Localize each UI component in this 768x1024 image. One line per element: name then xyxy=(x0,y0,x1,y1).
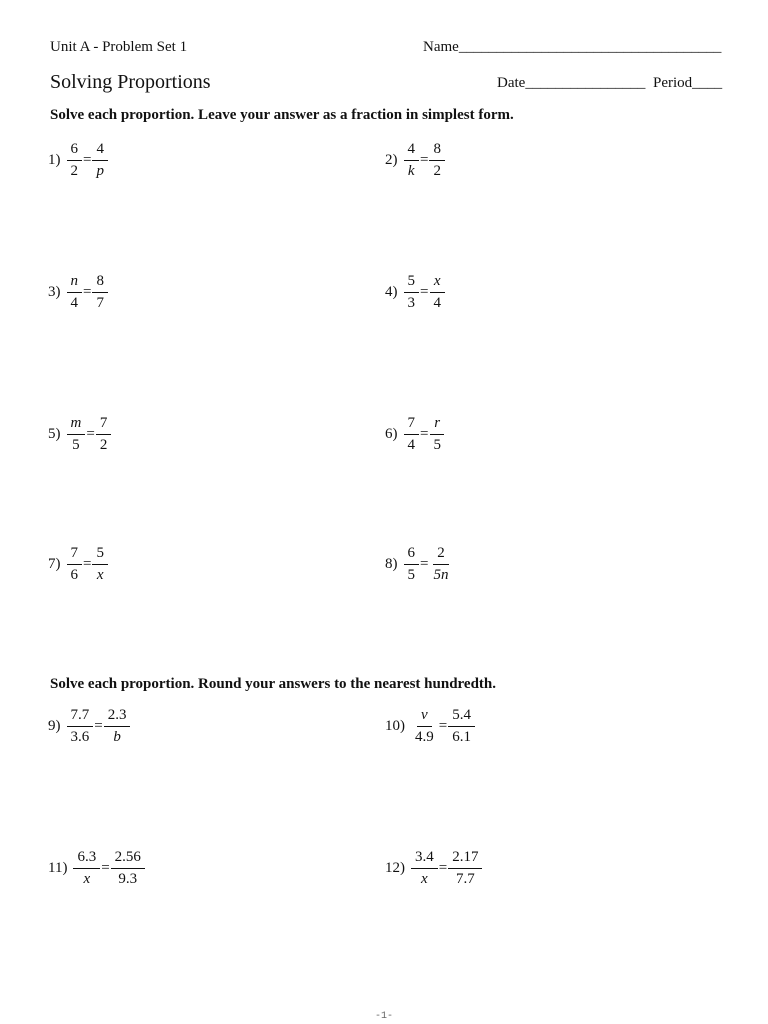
equals-sign: = xyxy=(420,284,429,300)
right-denominator: b xyxy=(113,729,121,745)
equals-sign: = xyxy=(83,152,92,168)
left-denominator: 5 xyxy=(72,437,80,453)
right-denominator: 7.7 xyxy=(455,871,475,887)
equals-sign: = xyxy=(438,718,448,734)
right-fraction xyxy=(429,546,452,583)
right-numerator: 2 xyxy=(433,546,449,565)
right-numerator: 5.4 xyxy=(448,708,475,727)
page-number: -1- xyxy=(374,1011,393,1022)
equals-sign: = xyxy=(101,860,110,876)
problem-number: 3) xyxy=(48,284,61,300)
problem-4 xyxy=(385,274,445,311)
equals-sign: = xyxy=(420,556,429,572)
problem-number: 10) xyxy=(385,718,405,734)
left-denominator: x xyxy=(83,871,91,887)
equals-sign: = xyxy=(438,860,448,876)
section1-instruction: Solve each proportion. Leave your answer as a fraction in simplest form. xyxy=(50,107,514,123)
equals-sign: = xyxy=(420,426,429,442)
problem-number: 9) xyxy=(48,718,61,734)
left-numerator: m xyxy=(67,416,86,435)
right-numerator: r xyxy=(430,416,444,435)
problem-number: 11) xyxy=(48,860,68,876)
left-numerator: 7 xyxy=(404,416,420,435)
left-denominator: 4 xyxy=(407,437,415,453)
left-fraction xyxy=(404,142,420,179)
problem-number: 5) xyxy=(48,426,61,442)
problem-9 xyxy=(48,708,130,745)
problem-12 xyxy=(385,850,482,887)
left-denominator: 4 xyxy=(70,295,78,311)
left-fraction xyxy=(73,850,100,887)
problem-number: 7) xyxy=(48,556,61,572)
right-fraction xyxy=(92,274,108,311)
left-numerator: 7.7 xyxy=(67,708,94,727)
right-numerator: 8 xyxy=(429,142,445,161)
left-denominator: 4.9 xyxy=(415,729,434,745)
equals-sign: = xyxy=(83,284,92,300)
right-numerator: 2.17 xyxy=(448,850,482,869)
right-denominator: p xyxy=(96,163,104,179)
right-denominator: 9.3 xyxy=(118,871,138,887)
right-fraction xyxy=(448,708,475,745)
right-numerator: 8 xyxy=(92,274,108,293)
left-denominator: 3.6 xyxy=(70,729,90,745)
left-denominator: 3 xyxy=(407,295,415,311)
right-denominator: x xyxy=(96,567,104,583)
section2-instruction: Solve each proportion. Round your answers to the nearest hundredth. xyxy=(50,676,497,692)
left-numerator: 6.3 xyxy=(73,850,100,869)
left-denominator: 5 xyxy=(407,567,415,583)
right-numerator: 2.56 xyxy=(111,850,145,869)
right-denominator: 5n xyxy=(433,567,449,583)
equals-sign: = xyxy=(420,152,429,168)
problem-10 xyxy=(385,708,475,745)
right-fraction xyxy=(96,416,112,453)
problem-number: 12) xyxy=(385,860,405,876)
right-fraction xyxy=(104,708,131,745)
left-denominator: 6 xyxy=(70,567,78,583)
right-denominator: 5 xyxy=(433,437,441,453)
right-fraction xyxy=(429,142,445,179)
problem-5 xyxy=(48,416,111,453)
equals-sign: = xyxy=(83,556,92,572)
right-denominator: 4 xyxy=(433,295,441,311)
problem-6 xyxy=(385,416,445,453)
equals-sign: = xyxy=(86,426,95,442)
problem-number: 2) xyxy=(385,152,398,168)
right-numerator: 5 xyxy=(92,546,108,565)
left-fraction xyxy=(404,274,420,311)
left-fraction xyxy=(67,416,86,453)
problem-number: 4) xyxy=(385,284,398,300)
right-fraction xyxy=(92,142,108,179)
left-numerator: 7 xyxy=(67,546,83,565)
left-numerator: v xyxy=(417,708,432,727)
right-denominator: 7 xyxy=(96,295,104,311)
left-fraction xyxy=(67,274,83,311)
right-denominator: 2 xyxy=(433,163,441,179)
problem-1 xyxy=(48,142,108,179)
problem-number: 8) xyxy=(385,556,398,572)
problem-number: 1) xyxy=(48,152,61,168)
right-numerator: 7 xyxy=(96,416,112,435)
problem-8 xyxy=(385,546,452,583)
left-denominator: k xyxy=(407,163,415,179)
right-numerator: x xyxy=(430,274,445,293)
name-field[interactable]: Name___________________________________ xyxy=(423,39,722,55)
date-field[interactable]: Date________________ xyxy=(497,75,646,91)
left-numerator: n xyxy=(67,274,83,293)
right-denominator: 6.1 xyxy=(452,729,471,745)
right-fraction xyxy=(92,546,108,583)
equals-sign: = xyxy=(94,718,103,734)
right-fraction xyxy=(429,416,445,453)
left-numerator: 5 xyxy=(404,274,420,293)
left-denominator: 2 xyxy=(70,163,78,179)
left-numerator: 6 xyxy=(404,546,420,565)
right-fraction xyxy=(429,274,445,311)
period-field[interactable]: Period____ xyxy=(653,75,723,91)
left-fraction xyxy=(411,708,438,745)
left-numerator: 3.4 xyxy=(411,850,438,869)
right-numerator: 2.3 xyxy=(104,708,131,727)
right-denominator: 2 xyxy=(99,437,108,453)
left-fraction xyxy=(67,142,83,179)
right-fraction xyxy=(111,850,145,887)
left-denominator: x xyxy=(421,871,428,887)
left-fraction xyxy=(411,850,438,887)
problem-11 xyxy=(48,850,145,887)
unit-label: Unit A - Problem Set 1 xyxy=(50,39,188,55)
page-title: Solving Proportions xyxy=(50,71,211,93)
problem-2 xyxy=(385,142,445,179)
left-fraction xyxy=(67,708,94,745)
problem-7 xyxy=(48,546,108,583)
left-numerator: 6 xyxy=(67,142,83,161)
left-fraction xyxy=(404,416,420,453)
right-numerator: 4 xyxy=(92,142,108,161)
left-fraction xyxy=(67,546,83,583)
left-fraction xyxy=(404,546,420,583)
problem-3 xyxy=(48,274,108,311)
right-fraction xyxy=(448,850,482,887)
problem-number: 6) xyxy=(385,426,398,442)
left-numerator: 4 xyxy=(404,142,420,161)
